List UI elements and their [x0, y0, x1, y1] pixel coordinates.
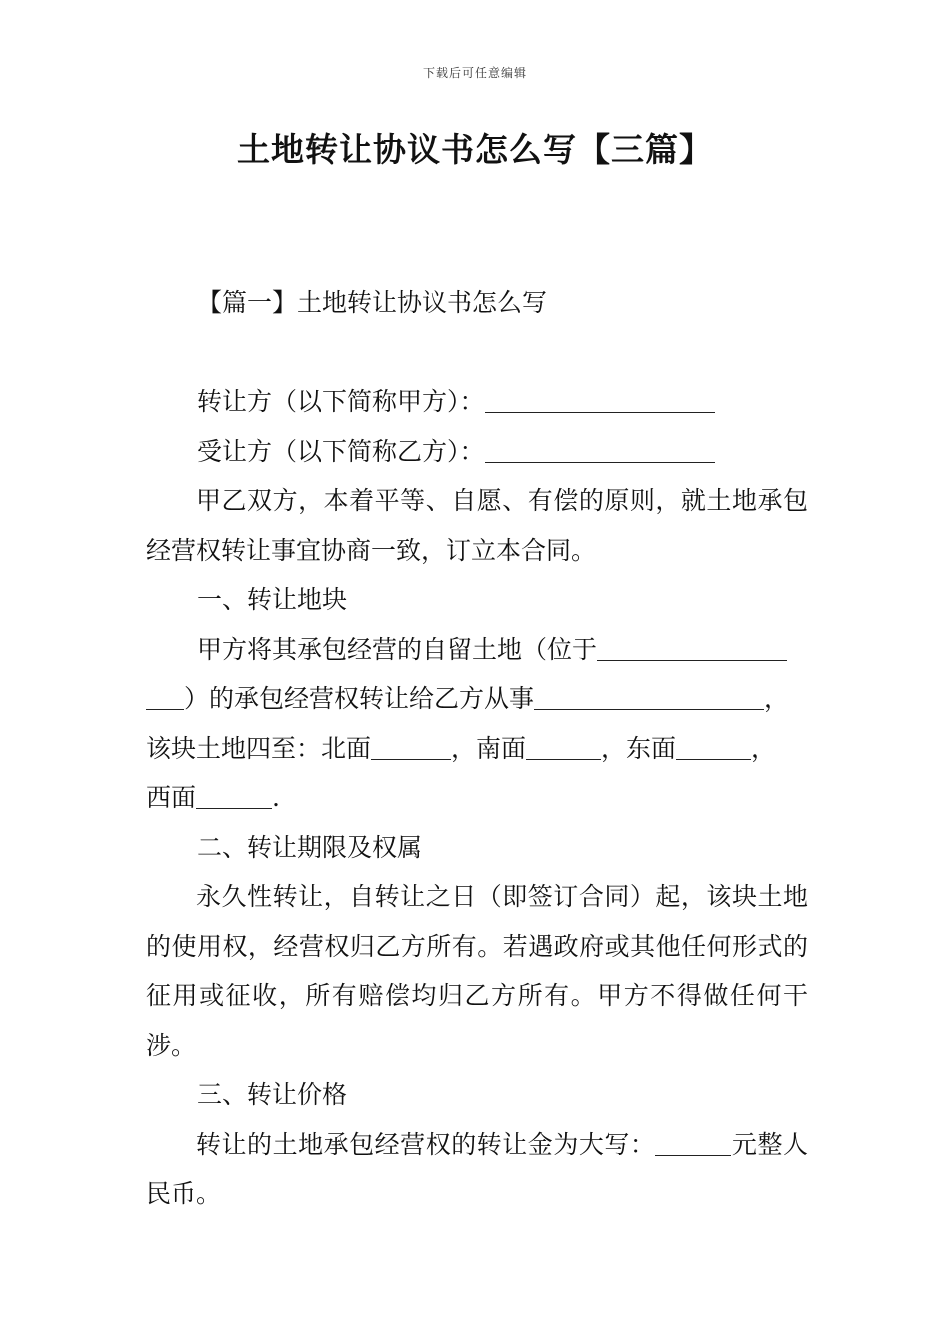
- clause2-paragraph: 永久性转让，自转让之日（即签订合同）起，该块土地的使用权，经营权归乙方所有。若遇政府或其他任何形式的征用或征收，所有赔偿均归乙方所有。甲方不得做任何干涉。: [146, 882, 808, 1060]
- clause1-text-c: 该块土地四至：北面: [146, 733, 372, 763]
- transferor-label: 转让方（以下简称甲方）：: [197, 387, 485, 416]
- clause1-text-a: 甲方将其承包经营的自留土地（位于: [197, 634, 598, 664]
- west-blank[interactable]: [196, 783, 272, 809]
- south-blank[interactable]: [526, 734, 601, 760]
- clause2-heading: 二、转让期限及权属: [197, 832, 423, 862]
- south-label: ，南面: [451, 733, 527, 763]
- clause1-line3: [146, 724, 808, 774]
- clause1-comma: ，: [764, 684, 790, 713]
- transferee-blank[interactable]: [485, 437, 715, 463]
- clause3-text-b: 元整人民币。: [146, 1129, 808, 1208]
- header-note: 下载后可任意编辑: [422, 66, 527, 80]
- intro-paragraph: 甲乙双方，本着平等、自愿、有偿的原则，就土地承包经营权转让事宜协商一致，订立本合同。: [146, 486, 808, 565]
- clause1-line4: [146, 773, 808, 823]
- clause3-heading: 三、转让价格: [197, 1080, 348, 1109]
- clause1-line2: [146, 674, 808, 724]
- north-blank[interactable]: [371, 734, 451, 760]
- transferor-blank[interactable]: [485, 387, 715, 413]
- clause1-text-b: ）的承包经营权转让给乙方从事: [184, 684, 535, 713]
- location-blank-cont[interactable]: [146, 684, 184, 710]
- west-label: 西面: [146, 783, 197, 812]
- transferee-line: [146, 427, 808, 477]
- clause1-heading: 一、转让地块: [197, 585, 348, 614]
- clause1-line1: [146, 625, 808, 675]
- clause1-end: .: [272, 783, 280, 812]
- location-blank[interactable]: [597, 635, 787, 661]
- east-blank[interactable]: [676, 734, 751, 760]
- purpose-blank[interactable]: [534, 684, 764, 710]
- document-title: 土地转让协议书怎么写【三篇】: [237, 130, 713, 169]
- document-body: [146, 377, 808, 1219]
- transferee-label: 受让方（以下简称乙方）：: [197, 436, 485, 466]
- clause1-comma-2: ，: [751, 733, 777, 763]
- transferor-line: [146, 377, 808, 427]
- price-blank[interactable]: [655, 1130, 731, 1156]
- section-title: 【篇一】土地转让协议书怎么写: [197, 288, 548, 317]
- clause3-paragraph: [146, 1120, 808, 1219]
- east-label: ，东面: [601, 733, 677, 763]
- clause3-text-a: 转让的土地承包经营权的转让金为大写：: [196, 1129, 656, 1159]
